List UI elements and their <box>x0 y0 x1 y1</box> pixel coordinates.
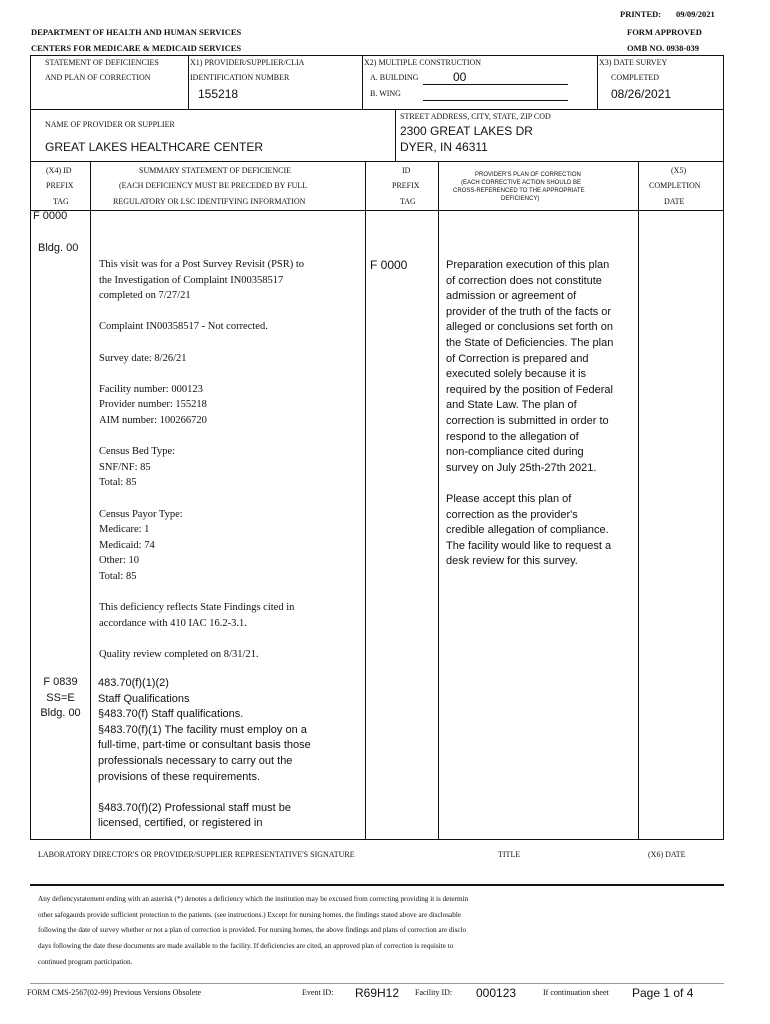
event-id-value: R69H12 <box>355 986 400 1000</box>
x3-label-2: COMPLETED <box>611 73 659 82</box>
plan-header-2: (EACH CORRECTIVE ACTION SHOULD BE <box>461 180 582 186</box>
provider-name-label: NAME OF PROVIDER OR SUPPLIER <box>45 120 175 129</box>
summary-header-2: (EACH DEFICIENCY MUST BE PRECEDED BY FULL <box>119 181 308 190</box>
building-value: 00 <box>453 70 467 84</box>
address-label: STREET ADDRESS, CITY, STATE, ZIP COD <box>400 112 551 121</box>
id-header-3: TAG <box>400 197 416 206</box>
x4-header-1: (X4) ID <box>46 166 72 175</box>
wing-label: B. WING <box>370 89 401 98</box>
x4-header-3: TAG <box>53 197 69 206</box>
printed-label: PRINTED: <box>620 9 662 19</box>
x3-label-1: X3) DATE SURVEY <box>599 58 668 67</box>
plan-header-4: DEFICIENCY) <box>501 196 540 202</box>
wing-underline <box>423 100 568 101</box>
dept-name: DEPARTMENT OF HEALTH AND HUMAN SERVICES <box>31 27 242 37</box>
facility-id-value: 000123 <box>476 986 517 1000</box>
page-number: Page 1 of 4 <box>632 986 694 1000</box>
summary-text-1: This visit was for a Post Survey Revisit (PSR) to the Investigation of Complaint IN00358517 completed on 7/27/21 Complaint IN00358517 - Not corrected. Survey date: 8/26/21 Facility number: 000123 Provider number: 155218 AIM number: 100266720 Census Bed Type: SNF/NF: 85 Total: 85 Census Payor Type: Medicare: 1 Medicaid: 74 Other: 10 Total: 85 This deficiency reflects State Findings cited in accordance with 410 IAC 16.2-3.1. Quality review completed on 8/31/21. <box>99 259 305 660</box>
centers-name: CENTERS FOR MEDICARE & MEDICAID SERVICES <box>31 43 242 53</box>
disclaimer-line-2: other safegaurds provide sufficient protection to the patients. (see instructions.) Except for nursing homes, the findings stated above are disclosable <box>38 911 462 919</box>
bldg-label: Bldg. 00 <box>38 242 79 254</box>
signature-divider <box>30 884 724 886</box>
building-label: A. BUILDING <box>370 73 419 82</box>
disclaimer-line-5: continued program participation. <box>38 958 133 966</box>
signature-label: LABORATORY DIRECTOR'S OR PROVIDER/SUPPLIER REPRESENTATIVE'S SIGNATURE <box>38 850 355 859</box>
statement-label-2: AND PLAN OF CORRECTION <box>45 73 151 82</box>
disclaimer-line-4: days following the date these documents are made available to the facility. If deficiencies are cited, an approved plan of correction is requisite to <box>38 942 454 950</box>
id-header-2: PREFIX <box>392 181 420 190</box>
disclaimer-line-3: following the date of survey whether or not a plan of correction is provided. For nursing homes, the above findings and plans of correction are disclo <box>38 926 467 934</box>
address-line-2: DYER, IN 46311 <box>400 140 488 154</box>
provider-id-value: 155218 <box>198 87 239 101</box>
plan-text: Preparation execution of this plan of correction does not constitute admission or agreement of provider of the truth of the facts or alleged or conclusions set forth on the State of Deficiencies. The plan of Correction is prepared and executed solely because it is required by the position of Federal and State Law. The plan of correction is submitted in order to respond to the allegation of non-compliance cited during survey on July 25th-27th 2021. Please accept this plan of correction as the provider's credible allegation of compliance. The facility would like to request a desk review for this survey. <box>446 259 614 568</box>
x5-header-1: (X5) <box>671 166 687 175</box>
plan-header-3: CROSS-REFERENCED TO THE APPROPRIATE <box>453 188 585 194</box>
x6-date-label: (X6) DATE <box>648 850 686 859</box>
x2-label: X2) MULTIPLE CONSTRUCTION <box>364 58 482 67</box>
footer-divider <box>30 983 724 984</box>
title-label: TITLE <box>498 850 521 859</box>
tag-f0000: F 0000 <box>33 210 68 222</box>
summary-header-3: REGULATORY OR LSC IDENTIFYING INFORMATION <box>113 197 306 206</box>
summary-header-1: SUMMARY STATEMENT OF DEFICIENCIE <box>139 166 292 175</box>
provider-name-value: GREAT LAKES HEALTHCARE CENTER <box>45 140 264 154</box>
summary-text-2: 483.70(f)(1)(2) Staff Qualifications §483.70(f) Staff qualifications. §483.70(f)(1) The facility must employ on a full-time, part-time or consultant basis those professionals necessary to carry out the provisions of these requirements. §483.70(f)(2) Professional staff must be licensed, certified, or registered in <box>98 677 311 830</box>
address-line-1: 2300 GREAT LAKES DR <box>400 124 533 138</box>
building-underline <box>423 84 568 85</box>
form-approved: FORM APPROVED <box>627 27 702 37</box>
form-number: FORM CMS-2567(02-99) Previous Versions Obsolete <box>27 988 202 997</box>
x4-header-2: PREFIX <box>46 181 74 190</box>
survey-date-value: 08/26/2021 <box>611 87 672 101</box>
tag-f0839: F 0839 SS=E Bldg. 00 <box>40 676 81 720</box>
x1-label-1: X1) PROVIDER/SUPPLIER/CLIA <box>190 58 305 67</box>
id-header-1: ID <box>402 166 411 175</box>
x5-header-3: DATE <box>664 197 685 206</box>
statement-label-1: STATEMENT OF DEFICIENCIES <box>45 58 159 67</box>
printed-date: 09/09/2021 <box>676 9 715 19</box>
event-id-label: Event ID: <box>302 988 334 997</box>
id-f0000: F 0000 <box>370 258 408 272</box>
facility-id-label: Facility ID: <box>415 988 453 997</box>
continuation-label: If continuation sheet <box>543 988 609 997</box>
x5-header-2: COMPLETION <box>649 181 701 190</box>
plan-header-1: PROVIDER'S PLAN OF CORRECTION <box>475 172 581 178</box>
omb-number: OMB NO. 0938-039 <box>627 43 700 53</box>
x1-label-2: IDENTIFICATION NUMBER <box>190 73 290 82</box>
disclaimer-line-1: Any defiencystatement ending with an asterisk (*) denotes a deficiency which the institution may be excused from correcting providing it is determin <box>38 895 469 903</box>
